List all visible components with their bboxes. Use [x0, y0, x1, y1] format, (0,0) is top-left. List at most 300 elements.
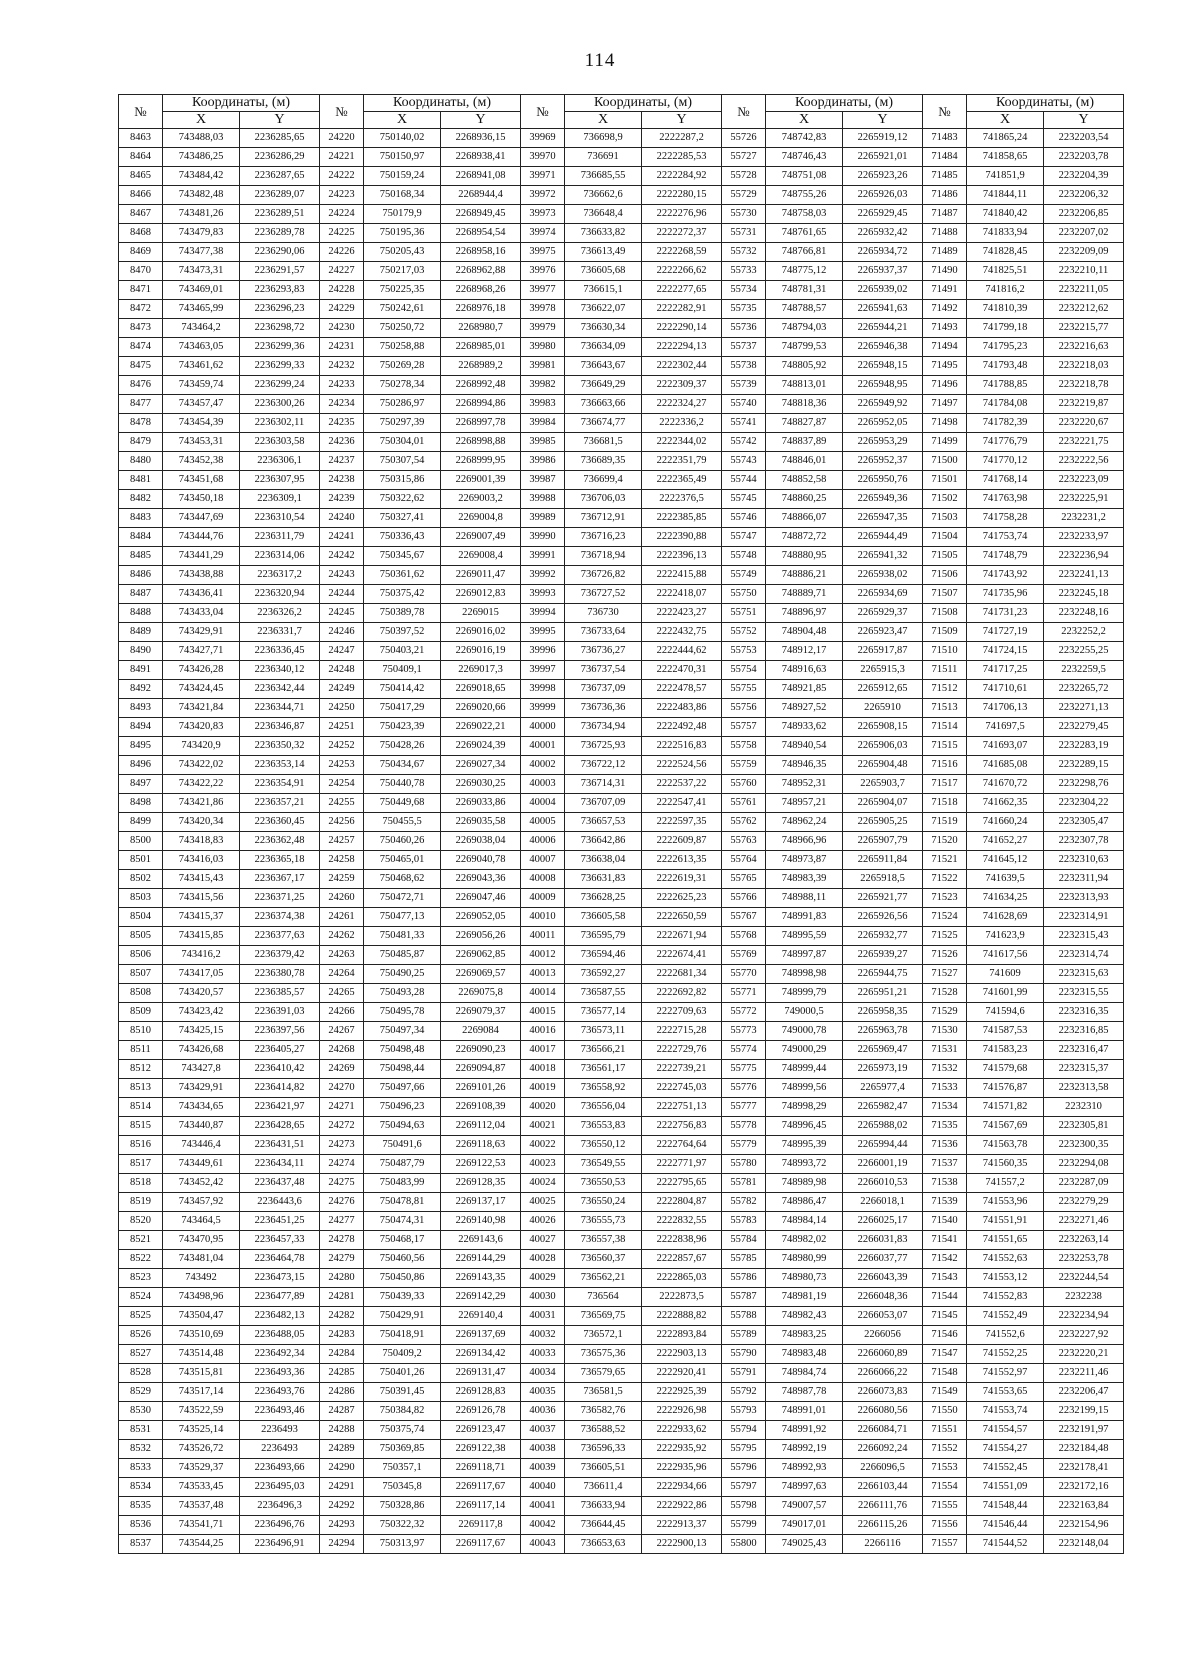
y-coordinate: 2265982,47: [843, 1098, 923, 1117]
point-number: 39982: [521, 376, 565, 395]
x-coordinate: 750496,23: [364, 1098, 441, 1117]
point-number: 24260: [320, 889, 364, 908]
y-coordinate: 2222613,35: [642, 851, 722, 870]
y-coordinate: 2265918,5: [843, 870, 923, 889]
x-coordinate: 748980,73: [766, 1269, 843, 1288]
x-coordinate: 736611,4: [565, 1478, 642, 1497]
point-number: 71522: [923, 870, 967, 889]
y-coordinate: 2222873,5: [642, 1288, 722, 1307]
x-coordinate: 750328,86: [364, 1497, 441, 1516]
y-coordinate: 2268958,16: [441, 243, 521, 262]
y-coordinate: 2236391,03: [240, 1003, 320, 1022]
y-coordinate: 2232289,15: [1044, 756, 1124, 775]
point-number: 71516: [923, 756, 967, 775]
point-number: 55774: [722, 1041, 766, 1060]
point-number: 71499: [923, 433, 967, 452]
point-number: 71501: [923, 471, 967, 490]
x-coordinate: 750449,68: [364, 794, 441, 813]
y-coordinate: 2265994,44: [843, 1136, 923, 1155]
point-number: 40041: [521, 1497, 565, 1516]
x-coordinate: 748766,81: [766, 243, 843, 262]
y-coordinate: 2266096,5: [843, 1459, 923, 1478]
point-number: 55749: [722, 566, 766, 585]
x-coordinate: 748886,21: [766, 566, 843, 585]
y-coordinate: 2236365,18: [240, 851, 320, 870]
x-coordinate: 736549,55: [565, 1155, 642, 1174]
x-coordinate: 741551,91: [967, 1212, 1044, 1231]
x-coordinate: 741639,5: [967, 870, 1044, 889]
point-number: 39992: [521, 566, 565, 585]
y-coordinate: 2236340,12: [240, 661, 320, 680]
y-coordinate: 2222290,14: [642, 319, 722, 338]
y-coordinate: 2268936,15: [441, 129, 521, 148]
point-number: 71483: [923, 129, 967, 148]
x-coordinate: 750384,82: [364, 1402, 441, 1421]
y-coordinate: 2232311,94: [1044, 870, 1124, 889]
point-number: 39970: [521, 148, 565, 167]
y-coordinate: 2232316,85: [1044, 1022, 1124, 1041]
point-number: 40007: [521, 851, 565, 870]
point-number: 71488: [923, 224, 967, 243]
point-number: 55767: [722, 908, 766, 927]
x-coordinate: 741828,45: [967, 243, 1044, 262]
y-coordinate: 2232178,41: [1044, 1459, 1124, 1478]
y-coordinate: 2222432,75: [642, 623, 722, 642]
x-coordinate: 743433,04: [163, 604, 240, 623]
point-number: 39976: [521, 262, 565, 281]
y-coordinate: 2222284,92: [642, 167, 722, 186]
x-coordinate: 743450,18: [163, 490, 240, 509]
y-coordinate: 2232203,78: [1044, 148, 1124, 167]
point-number: 71523: [923, 889, 967, 908]
y-coordinate: 2268962,88: [441, 262, 521, 281]
y-coordinate: 2232244,54: [1044, 1269, 1124, 1288]
x-coordinate: 736561,17: [565, 1060, 642, 1079]
x-coordinate: 750485,87: [364, 946, 441, 965]
table-row: [119, 547, 1124, 566]
point-number: 8521: [119, 1231, 163, 1250]
y-coordinate: 2236437,48: [240, 1174, 320, 1193]
y-coordinate: 2236336,45: [240, 642, 320, 661]
number-header: №: [521, 95, 565, 129]
y-coordinate: 2232253,78: [1044, 1250, 1124, 1269]
point-number: 24233: [320, 376, 364, 395]
point-number: 71496: [923, 376, 967, 395]
point-number: 40024: [521, 1174, 565, 1193]
table-row: [119, 851, 1124, 870]
y-coordinate: 2222385,85: [642, 509, 722, 528]
coordinates-table: [118, 94, 1124, 1554]
y-header: Y: [843, 112, 923, 129]
point-number: 71525: [923, 927, 967, 946]
y-coordinate: 2269117,8: [441, 1516, 521, 1535]
y-coordinate: 2222351,79: [642, 452, 722, 471]
point-number: 8465: [119, 167, 163, 186]
x-coordinate: 741552,6: [967, 1326, 1044, 1345]
y-coordinate: 2222524,56: [642, 756, 722, 775]
x-coordinate: 741717,25: [967, 661, 1044, 680]
x-coordinate: 741583,23: [967, 1041, 1044, 1060]
y-coordinate: 2222547,41: [642, 794, 722, 813]
y-coordinate: 2266018,1: [843, 1193, 923, 1212]
x-coordinate: 736691: [565, 148, 642, 167]
x-coordinate: 748933,62: [766, 718, 843, 737]
point-number: 71543: [923, 1269, 967, 1288]
y-coordinate: 2265939,02: [843, 281, 923, 300]
y-coordinate: 2232304,22: [1044, 794, 1124, 813]
point-number: 71531: [923, 1041, 967, 1060]
point-number: 24279: [320, 1250, 364, 1269]
y-coordinate: 2269038,04: [441, 832, 521, 851]
y-coordinate: 2269112,04: [441, 1117, 521, 1136]
y-coordinate: 2222764,64: [642, 1136, 722, 1155]
y-coordinate: 2265951,21: [843, 984, 923, 1003]
y-coordinate: 2236326,2: [240, 604, 320, 623]
y-coordinate: 2265963,78: [843, 1022, 923, 1041]
x-coordinate: 743492: [163, 1269, 240, 1288]
x-coordinate: 748912,17: [766, 642, 843, 661]
x-coordinate: 750286,97: [364, 395, 441, 414]
x-coordinate: 743422,22: [163, 775, 240, 794]
y-coordinate: 2269128,35: [441, 1174, 521, 1193]
point-number: 40008: [521, 870, 565, 889]
x-coordinate: 743429,91: [163, 623, 240, 642]
y-coordinate: 2236353,14: [240, 756, 320, 775]
x-coordinate: 750440,78: [364, 775, 441, 794]
y-coordinate: 2269040,78: [441, 851, 521, 870]
x-coordinate: 748952,31: [766, 775, 843, 794]
point-number: 55781: [722, 1174, 766, 1193]
y-coordinate: 2265946,38: [843, 338, 923, 357]
point-number: 71485: [923, 167, 967, 186]
point-number: 8532: [119, 1440, 163, 1459]
table-row: [119, 1288, 1124, 1307]
x-coordinate: 741576,87: [967, 1079, 1044, 1098]
point-number: 71505: [923, 547, 967, 566]
x-coordinate: 741768,14: [967, 471, 1044, 490]
x-coordinate: 741551,65: [967, 1231, 1044, 1250]
table-row: [119, 1098, 1124, 1117]
y-coordinate: 2236350,32: [240, 737, 320, 756]
point-number: 8476: [119, 376, 163, 395]
point-number: 8482: [119, 490, 163, 509]
y-coordinate: 2222865,03: [642, 1269, 722, 1288]
y-coordinate: 2232210,11: [1044, 262, 1124, 281]
y-coordinate: 2236421,97: [240, 1098, 320, 1117]
x-coordinate: 741770,12: [967, 452, 1044, 471]
y-coordinate: 2222492,48: [642, 718, 722, 737]
y-coordinate: 2232184,48: [1044, 1440, 1124, 1459]
x-coordinate: 741571,82: [967, 1098, 1044, 1117]
point-number: 55731: [722, 224, 766, 243]
point-number: 71524: [923, 908, 967, 927]
y-coordinate: 2222365,49: [642, 471, 722, 490]
x-coordinate: 736573,11: [565, 1022, 642, 1041]
x-coordinate: 748904,48: [766, 623, 843, 642]
point-number: 55748: [722, 547, 766, 566]
x-coordinate: 736564: [565, 1288, 642, 1307]
y-coordinate: 2266103,44: [843, 1478, 923, 1497]
point-number: 55782: [722, 1193, 766, 1212]
x-coordinate: 748962,24: [766, 813, 843, 832]
point-number: 55785: [722, 1250, 766, 1269]
y-coordinate: 2236434,11: [240, 1155, 320, 1174]
table-row: [119, 471, 1124, 490]
y-coordinate: 2222804,87: [642, 1193, 722, 1212]
x-coordinate: 736582,76: [565, 1402, 642, 1421]
x-coordinate: 750403,21: [364, 642, 441, 661]
y-coordinate: 2222745,03: [642, 1079, 722, 1098]
point-number: 55772: [722, 1003, 766, 1022]
x-coordinate: 741758,28: [967, 509, 1044, 528]
y-coordinate: 2222838,96: [642, 1231, 722, 1250]
point-number: 71503: [923, 509, 967, 528]
x-coordinate: 736698,9: [565, 129, 642, 148]
x-coordinate: 741816,2: [967, 281, 1044, 300]
y-coordinate: 2236303,58: [240, 433, 320, 452]
point-number: 40029: [521, 1269, 565, 1288]
y-coordinate: 2269094,87: [441, 1060, 521, 1079]
x-coordinate: 736588,52: [565, 1421, 642, 1440]
x-coordinate: 748995,39: [766, 1136, 843, 1155]
y-coordinate: 2222266,62: [642, 262, 722, 281]
point-number: 55757: [722, 718, 766, 737]
point-number: 8508: [119, 984, 163, 1003]
y-coordinate: 2265910: [843, 699, 923, 718]
x-coordinate: 736722,12: [565, 756, 642, 775]
y-coordinate: 2265932,42: [843, 224, 923, 243]
point-number: 40037: [521, 1421, 565, 1440]
x-coordinate: 750414,42: [364, 680, 441, 699]
y-coordinate: 2265921,77: [843, 889, 923, 908]
x-coordinate: 741628,69: [967, 908, 1044, 927]
x-coordinate: 748999,56: [766, 1079, 843, 1098]
point-number: 55726: [722, 129, 766, 148]
y-coordinate: 2236451,25: [240, 1212, 320, 1231]
y-coordinate: 2269015: [441, 604, 521, 623]
x-coordinate: 741546,44: [967, 1516, 1044, 1535]
table-row: [119, 1459, 1124, 1478]
point-number: 55751: [722, 604, 766, 623]
table-row: [119, 490, 1124, 509]
point-number: 24226: [320, 243, 364, 262]
y-coordinate: 2222671,94: [642, 927, 722, 946]
x-coordinate: 743481,04: [163, 1250, 240, 1269]
point-number: 24281: [320, 1288, 364, 1307]
point-number: 8477: [119, 395, 163, 414]
x-coordinate: 741858,65: [967, 148, 1044, 167]
y-coordinate: 2232245,18: [1044, 585, 1124, 604]
x-coordinate: 741567,69: [967, 1117, 1044, 1136]
point-number: 55747: [722, 528, 766, 547]
point-number: 55790: [722, 1345, 766, 1364]
y-coordinate: 2232191,97: [1044, 1421, 1124, 1440]
x-coordinate: 736605,68: [565, 262, 642, 281]
y-coordinate: 2268944,4: [441, 186, 521, 205]
y-coordinate: 2222922,86: [642, 1497, 722, 1516]
point-number: 71514: [923, 718, 967, 737]
y-coordinate: 2265904,48: [843, 756, 923, 775]
y-coordinate: 2269117,67: [441, 1535, 521, 1554]
y-coordinate: 2236410,42: [240, 1060, 320, 1079]
y-coordinate: 2222935,92: [642, 1440, 722, 1459]
table-row: [119, 281, 1124, 300]
point-number: 40025: [521, 1193, 565, 1212]
table-row: [119, 376, 1124, 395]
x-coordinate: 743418,83: [163, 832, 240, 851]
coordinates-header: Координаты, (м): [163, 95, 320, 112]
y-coordinate: 2265917,87: [843, 642, 923, 661]
x-coordinate: 741594,6: [967, 1003, 1044, 1022]
y-coordinate: 2269012,83: [441, 585, 521, 604]
point-number: 8533: [119, 1459, 163, 1478]
y-coordinate: 2268992,48: [441, 376, 521, 395]
table-row: [119, 452, 1124, 471]
point-number: 55750: [722, 585, 766, 604]
y-coordinate: 2265923,47: [843, 623, 923, 642]
point-number: 71512: [923, 680, 967, 699]
x-coordinate: 741601,99: [967, 984, 1044, 1003]
y-coordinate: 2265908,15: [843, 718, 923, 737]
y-coordinate: 2236300,26: [240, 395, 320, 414]
x-coordinate: 748966,96: [766, 832, 843, 851]
x-coordinate: 748996,45: [766, 1117, 843, 1136]
y-coordinate: 2236482,13: [240, 1307, 320, 1326]
y-coordinate: 2269016,19: [441, 642, 521, 661]
table-row: [119, 775, 1124, 794]
x-coordinate: 736550,24: [565, 1193, 642, 1212]
point-number: 8463: [119, 129, 163, 148]
point-number: 55733: [722, 262, 766, 281]
table-row: [119, 566, 1124, 585]
y-coordinate: 2232315,37: [1044, 1060, 1124, 1079]
x-coordinate: 750450,86: [364, 1269, 441, 1288]
table-row: [119, 794, 1124, 813]
y-coordinate: 2232265,72: [1044, 680, 1124, 699]
point-number: 39991: [521, 547, 565, 566]
x-coordinate: 743415,56: [163, 889, 240, 908]
point-number: 8499: [119, 813, 163, 832]
y-coordinate: 2222483,86: [642, 699, 722, 718]
y-coordinate: 2232207,02: [1044, 224, 1124, 243]
point-number: 40033: [521, 1345, 565, 1364]
x-coordinate: 748927,52: [766, 699, 843, 718]
x-coordinate: 743463,05: [163, 338, 240, 357]
x-header: X: [967, 112, 1044, 129]
point-number: 55760: [722, 775, 766, 794]
point-number: 40009: [521, 889, 565, 908]
y-coordinate: 2232315,63: [1044, 965, 1124, 984]
x-coordinate: 750460,26: [364, 832, 441, 851]
x-coordinate: 743504,47: [163, 1307, 240, 1326]
x-coordinate: 748973,87: [766, 851, 843, 870]
point-number: 71500: [923, 452, 967, 471]
point-number: 55780: [722, 1155, 766, 1174]
point-number: 24283: [320, 1326, 364, 1345]
x-coordinate: 748755,26: [766, 186, 843, 205]
x-coordinate: 741710,61: [967, 680, 1044, 699]
x-coordinate: 743415,43: [163, 870, 240, 889]
point-number: 55798: [722, 1497, 766, 1516]
y-coordinate: 2232241,13: [1044, 566, 1124, 585]
x-coordinate: 743447,69: [163, 509, 240, 528]
point-number: 8488: [119, 604, 163, 623]
x-coordinate: 750205,43: [364, 243, 441, 262]
point-number: 24230: [320, 319, 364, 338]
table-row: [119, 414, 1124, 433]
y-coordinate: 2222302,44: [642, 357, 722, 376]
coordinates-table-body: [119, 129, 1124, 1554]
point-number: 24224: [320, 205, 364, 224]
x-coordinate: 748775,12: [766, 262, 843, 281]
y-coordinate: 2236428,65: [240, 1117, 320, 1136]
x-coordinate: 743533,45: [163, 1478, 240, 1497]
point-number: 24288: [320, 1421, 364, 1440]
y-coordinate: 2269024,39: [441, 737, 521, 756]
point-number: 71557: [923, 1535, 967, 1554]
x-coordinate: 743425,15: [163, 1022, 240, 1041]
x-coordinate: 741825,51: [967, 262, 1044, 281]
point-number: 40004: [521, 794, 565, 813]
y-coordinate: 2236285,65: [240, 129, 320, 148]
y-coordinate: 2232310,63: [1044, 851, 1124, 870]
x-coordinate: 743416,03: [163, 851, 240, 870]
point-number: 24292: [320, 1497, 364, 1516]
x-coordinate: 736727,52: [565, 585, 642, 604]
table-row: [119, 832, 1124, 851]
point-number: 71502: [923, 490, 967, 509]
table-row: [119, 642, 1124, 661]
point-number: 40006: [521, 832, 565, 851]
point-number: 8528: [119, 1364, 163, 1383]
point-number: 8516: [119, 1136, 163, 1155]
point-number: 71533: [923, 1079, 967, 1098]
y-coordinate: 2236296,23: [240, 300, 320, 319]
y-coordinate: 2265929,45: [843, 205, 923, 224]
table-row: [119, 243, 1124, 262]
y-coordinate: 2236397,56: [240, 1022, 320, 1041]
y-coordinate: 2266048,36: [843, 1288, 923, 1307]
x-coordinate: 736736,36: [565, 699, 642, 718]
x-coordinate: 736566,21: [565, 1041, 642, 1060]
point-number: 8505: [119, 927, 163, 946]
y-coordinate: 2266116: [843, 1535, 923, 1554]
point-number: 24267: [320, 1022, 364, 1041]
y-coordinate: 2222709,63: [642, 1003, 722, 1022]
y-coordinate: 2269134,42: [441, 1345, 521, 1364]
x-coordinate: 741551,09: [967, 1478, 1044, 1497]
point-number: 8497: [119, 775, 163, 794]
point-number: 71493: [923, 319, 967, 338]
x-coordinate: 750242,61: [364, 300, 441, 319]
y-coordinate: 2232211,46: [1044, 1364, 1124, 1383]
point-number: 40002: [521, 756, 565, 775]
x-coordinate: 750468,17: [364, 1231, 441, 1250]
table-row: [119, 129, 1124, 148]
y-coordinate: 2265953,29: [843, 433, 923, 452]
x-coordinate: 748999,44: [766, 1060, 843, 1079]
x-coordinate: 748998,29: [766, 1098, 843, 1117]
x-coordinate: 736648,4: [565, 205, 642, 224]
x-coordinate: 750307,54: [364, 452, 441, 471]
point-number: 39978: [521, 300, 565, 319]
x-coordinate: 736706,03: [565, 490, 642, 509]
y-coordinate: 2236495,03: [240, 1478, 320, 1497]
point-number: 8489: [119, 623, 163, 642]
x-coordinate: 750297,39: [364, 414, 441, 433]
y-coordinate: 2236377,63: [240, 927, 320, 946]
point-number: 71538: [923, 1174, 967, 1193]
